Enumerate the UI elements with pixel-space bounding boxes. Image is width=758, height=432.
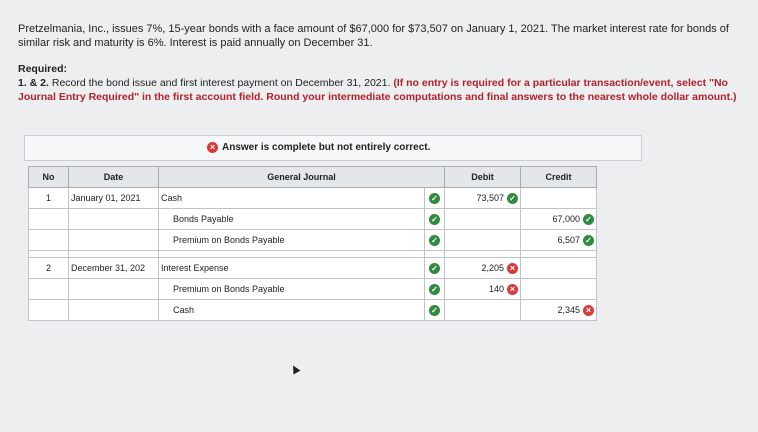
entry-number bbox=[29, 209, 69, 230]
account-cell[interactable]: Interest Expense bbox=[159, 258, 425, 279]
debit-cell[interactable] bbox=[445, 279, 521, 300]
date-cell[interactable] bbox=[69, 279, 159, 300]
header-debit: Debit bbox=[445, 167, 521, 188]
check-icon: ✓ bbox=[429, 235, 440, 246]
header-credit: Credit bbox=[521, 167, 597, 188]
account-cell[interactable]: Cash bbox=[159, 300, 425, 321]
account-cell[interactable]: Bonds Payable bbox=[159, 209, 425, 230]
check-icon: ✓ bbox=[583, 235, 594, 246]
credit-cell[interactable] bbox=[521, 279, 597, 300]
problem-statement bbox=[18, 22, 748, 50]
entry-number bbox=[29, 279, 69, 300]
debit-value: 73,507 bbox=[476, 193, 504, 203]
credit-cell[interactable] bbox=[521, 188, 597, 209]
check-icon: ✓ bbox=[429, 214, 440, 225]
problem-text: Pretzelmania, Inc., issues 7%, 15-year bonds with a face amount of $67,000 for $73,507 on January 1, 2021. The market interest rate for bonds of similar risk and maturity is 6%. Interest is paid annually on December 31. bbox=[18, 23, 729, 49]
credit-cell[interactable] bbox=[521, 209, 597, 230]
status-cell bbox=[425, 279, 445, 300]
date-cell[interactable] bbox=[69, 209, 159, 230]
status-cell bbox=[425, 209, 445, 230]
debit-cell[interactable] bbox=[445, 188, 521, 209]
spacer-cell bbox=[521, 251, 597, 258]
mouse-cursor-icon bbox=[290, 364, 301, 375]
header-no: No bbox=[29, 167, 69, 188]
spacer-cell bbox=[445, 251, 521, 258]
debit-cell[interactable] bbox=[445, 209, 521, 230]
spacer-cell bbox=[69, 251, 159, 258]
check-icon: ✓ bbox=[429, 193, 440, 204]
x-circle-icon: × bbox=[507, 284, 518, 295]
debit-cell[interactable] bbox=[445, 300, 521, 321]
answer-status-banner bbox=[24, 135, 642, 161]
date-cell[interactable] bbox=[69, 300, 159, 321]
header-general-journal: General Journal bbox=[159, 167, 445, 188]
entry-number: 2 bbox=[29, 258, 69, 279]
table-row bbox=[29, 230, 597, 251]
status-cell bbox=[425, 258, 445, 279]
check-icon: ✓ bbox=[583, 214, 594, 225]
journal-table bbox=[28, 166, 597, 321]
instruction-text: Record the bond issue and first interest payment on December 31, 2021. bbox=[51, 77, 391, 89]
x-circle-icon: × bbox=[207, 142, 218, 153]
account-cell[interactable]: Cash bbox=[159, 188, 425, 209]
spacer-cell bbox=[425, 251, 445, 258]
spacer-cell bbox=[29, 251, 69, 258]
check-icon: ✓ bbox=[429, 284, 440, 295]
status-cell bbox=[425, 230, 445, 251]
account-cell[interactable]: Premium on Bonds Payable bbox=[159, 279, 425, 300]
credit-cell[interactable] bbox=[521, 300, 597, 321]
row-spacer bbox=[29, 251, 597, 258]
entry-number: 1 bbox=[29, 188, 69, 209]
credit-value: 67,000 bbox=[552, 214, 580, 224]
required-section bbox=[18, 62, 748, 104]
check-icon: ✓ bbox=[429, 305, 440, 316]
debit-cell[interactable] bbox=[445, 258, 521, 279]
instruction-note: (If no entry is required for a particular transaction/event, select "No Journal Entry Required" in the first account field. Round your intermediate computations and final answers to the nearest whole dollar amount.) bbox=[18, 77, 737, 103]
debit-cell[interactable] bbox=[445, 230, 521, 251]
date-cell[interactable] bbox=[69, 230, 159, 251]
x-circle-icon: × bbox=[583, 305, 594, 316]
credit-cell[interactable] bbox=[521, 258, 597, 279]
table-row bbox=[29, 279, 597, 300]
step-label: 1. & 2. bbox=[18, 77, 49, 89]
date-cell[interactable]: December 31, 202 bbox=[69, 258, 159, 279]
table-row bbox=[29, 188, 597, 209]
date-cell[interactable]: January 01, 2021 bbox=[69, 188, 159, 209]
x-circle-icon: × bbox=[507, 263, 518, 274]
debit-value: 140 bbox=[488, 284, 504, 294]
check-icon: ✓ bbox=[507, 193, 518, 204]
check-icon: ✓ bbox=[429, 263, 440, 274]
header-date: Date bbox=[69, 167, 159, 188]
table-row bbox=[29, 300, 597, 321]
entry-number bbox=[29, 230, 69, 251]
banner-text: Answer is complete but not entirely correct. bbox=[222, 142, 431, 153]
table-row bbox=[29, 258, 597, 279]
table-row bbox=[29, 209, 597, 230]
spacer-cell bbox=[159, 251, 425, 258]
status-cell bbox=[425, 300, 445, 321]
status-cell bbox=[425, 188, 445, 209]
required-title: Required: bbox=[18, 63, 68, 75]
credit-value: 6,507 bbox=[557, 235, 580, 245]
account-cell[interactable]: Premium on Bonds Payable bbox=[159, 230, 425, 251]
entry-number bbox=[29, 300, 69, 321]
debit-value: 2,205 bbox=[481, 263, 504, 273]
credit-value: 2,345 bbox=[557, 305, 580, 315]
credit-cell[interactable] bbox=[521, 230, 597, 251]
required-instruction bbox=[18, 76, 748, 104]
